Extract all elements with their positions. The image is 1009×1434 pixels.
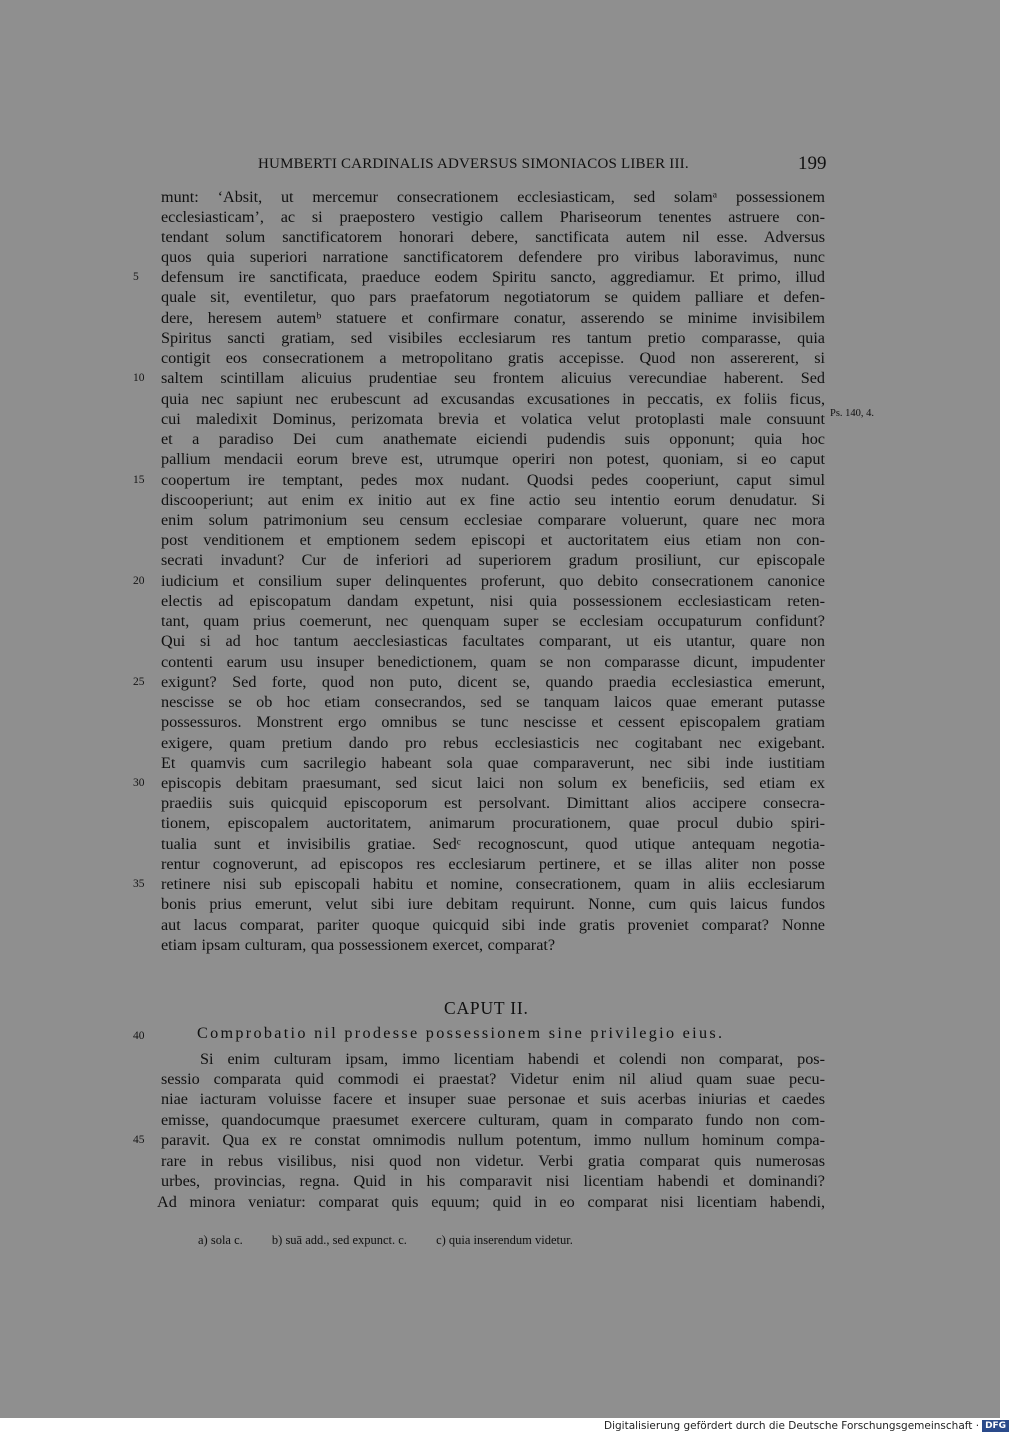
text-line: Et quamvis cum sacrilegio habeant sola quae comparaverunt, nec sibi inde iustitiam — [161, 754, 825, 772]
line-number: 10 — [133, 372, 145, 384]
footer-text: Digitalisierung gefördert durch die Deutsche Forschungsgemeinschaft · — [604, 1420, 980, 1432]
text-line: niae iacturam voluisse facere et insuper suae personae et suis acerbas iniurias et caedes — [161, 1090, 825, 1108]
text-line: retinere nisi sub episcopali habitu et nomine, consecrationem, quam in aliis ecclesiarum — [161, 875, 825, 893]
margin-reference: Ps. 140, 4. — [830, 408, 875, 419]
text-line: quia nec sapiunt nec erubescunt ad excusandas excusationes in peccatis, ex foliis ficus, — [161, 390, 825, 408]
chapter-subtitle: Comprobatio nil prodesse possessionem sine privilegio eius. — [197, 1024, 725, 1042]
line-number: 15 — [133, 474, 145, 486]
text-line: saltem scintillam alicuius prudentiae seu frontem alicuius verecundiae haberent. Sed — [161, 369, 825, 387]
text-line: cui maledixit Dominus, perizomata brevia et volatica velut protoplasti male consuunt — [161, 410, 825, 428]
text-line: dere, heresem autemᵇ statuere et confirmare conatur, asserendo se minime invisibilem — [161, 309, 825, 327]
text-line: bonis prius emerunt, velut sibi iure debitam requirunt. Nonne, cum quis laicus fundos — [161, 895, 825, 913]
footnote: a) sola c. — [198, 1233, 243, 1247]
text-line: quos quia superiori narratione sanctificatorem defendere pro viribus laboravimus, nunc — [161, 248, 825, 266]
text-line: coopertum ire temptant, pedes mox nudant. Quodsi pedes cooperiunt, caput simul — [161, 471, 825, 489]
line-number: 25 — [133, 676, 145, 688]
dfg-logo: DFG — [982, 1420, 1009, 1432]
text-line: enim solum patrimonium seu censum ecclesiae comparare voluerunt, quare nec mora — [161, 511, 825, 529]
footnote: c) quia inserendum videtur. — [436, 1233, 573, 1247]
text-line: rentur cognoverunt, ad episcopos res ecclesiarum pertinere, et se illas aliter non posse — [161, 855, 825, 873]
line-number: 35 — [133, 878, 145, 890]
text-line: exigere, quam pretium dando pro rebus ecclesiasticis nec cogitabant nec exigebant. — [161, 734, 825, 752]
running-head: HUMBERTI CARDINALIS ADVERSUS SIMONIACOS LIBER III. — [258, 156, 689, 172]
text-line: Qui si ad hoc tantum aecclesiasticas facultates comparant, ut eis utantur, quare non — [161, 632, 825, 650]
footnotes — [198, 1233, 599, 1248]
line-number: 5 — [133, 271, 139, 283]
text-line: iudicium et consilium super delinquentes proferunt, quo debito consecrationem canonice — [161, 572, 825, 590]
text-line: tionem, episcopalem auctoritatem, animarum procurationem, quae procul dubio spiri- — [161, 814, 825, 832]
text-line: defensum ire sanctificata, praeduce eodem Spiritu sancto, aggrediamur. Et primo, illud — [161, 268, 825, 286]
chapter-title: CAPUT II. — [444, 998, 529, 1018]
footnote: b) suā add., sed expunct. c. — [271, 1233, 407, 1247]
text-line: urbes, provincias, regna. Quid in his comparavit nisi licentiam habendi et dominandi? — [161, 1172, 825, 1190]
text-line: possessuros. Monstrent ergo omnibus se tunc nescisse et cessent episcopalem gratiam — [161, 713, 825, 731]
text-line: Ad minora veniatur: comparat quis equum; quid in eo comparat nisi licentiam habendi, — [157, 1193, 825, 1211]
text-line: emisse, quandocumque praesumet exercere culturam, quam in comparato fundo non com- — [161, 1111, 825, 1129]
text-line: discooperiunt; aut enim ex initio aut ex fine actio seu intentio eorum denudatur. Si — [161, 491, 825, 509]
text-line: secrati invadunt? Cur de inferiori ad superiorem gradum prosiliunt, cur episcopale — [161, 551, 825, 569]
line-number: 30 — [133, 777, 145, 789]
text-line: paravit. Qua ex re constat omnimodis nullum potentum, immo nullum hominum compa- — [161, 1131, 825, 1149]
text-line: ecclesiasticam’, ac si praepostero vestigio callem Phariseorum tenentes astruere con- — [161, 208, 825, 226]
funding-footer — [604, 1418, 1009, 1434]
text-line: rare in rebus visilibus, nisi quod non videtur. Verbi gratia comparat quis numerosas — [161, 1152, 825, 1170]
page-number: 199 — [798, 153, 827, 174]
line-number: 45 — [133, 1134, 145, 1146]
text-line: electis ad episcopatum dandam expetunt, nisi quia possessionem ecclesiasticam reten- — [161, 592, 825, 610]
text-line: et a paradiso Dei cum anathemate eiciendi pudendis suis opponunt; quia hoc — [161, 430, 825, 448]
text-line: nescisse se ob hoc etiam consecrandos, sed se tanquam laicos quae emerant putasse — [161, 693, 825, 711]
text-line: quale sit, eventiletur, quo pars praefatorum negotiatorum se quidem palliare et defen- — [161, 288, 825, 306]
text-line: contigit eos consecrationem a metropolitano gratis accepisse. Quod non assererent, si — [161, 349, 825, 367]
text-line: pallium mendacii eorum breve est, utrumque operiri non potest, quoniam, si eo caput — [161, 450, 825, 468]
line-number: 40 — [133, 1030, 145, 1042]
text-line: Si enim culturam ipsam, immo licentiam habendi et colendi non comparat, pos- — [200, 1050, 825, 1068]
text-line: post venditionem et emptionem sedem episcopi et auctoritatem eius etiam non con- — [161, 531, 825, 549]
text-line: contenti earum usu insuper benedictionem, quam se non comparasse dicunt, impudenter — [161, 653, 825, 671]
text-line: praediis suis quicquid episcoporum est persolvant. Dimittant alios accipere consecra- — [161, 794, 825, 812]
text-line: tendant solum sanctificatorem honorari debere, sanctificata autem nil esse. Adversus — [161, 228, 825, 246]
text-line: munt: ‘Absit, ut mercemur consecrationem ecclesiasticam, sed solamᵃ possessionem — [161, 188, 825, 206]
text-line: etiam ipsam culturam, qua possessionem exercet, comparat? — [161, 936, 556, 954]
text-line: tualia sunt et invisibilis gratiae. Sedᶜ recognoscunt, quod utique antequam negotia- — [161, 835, 825, 853]
text-line: sessio comparata quid commodi ei praestat? Videtur enim nil aliud quam suae pecu- — [161, 1070, 825, 1088]
text-line: Spiritus sancti gratiam, sed visibiles ecclesiarum res tantum pretio comparasse, quia — [161, 329, 825, 347]
text-line: episcopis debitam praesumant, sed sicut laici non solum ex beneficiis, sed etiam ex — [161, 774, 825, 792]
text-line: tant, quam prius coemerunt, nec quenquam super se ecclesiam occupaturum confidunt? — [161, 612, 825, 630]
line-number: 20 — [133, 575, 145, 587]
text-line: exigunt? Sed forte, quod non puto, dicent se, quando praedia ecclesiastica emerunt, — [161, 673, 825, 691]
text-line: aut lacus comparat, pariter quoque quicquid sibi inde gratis proveniet comparat? Nonne — [161, 916, 825, 934]
